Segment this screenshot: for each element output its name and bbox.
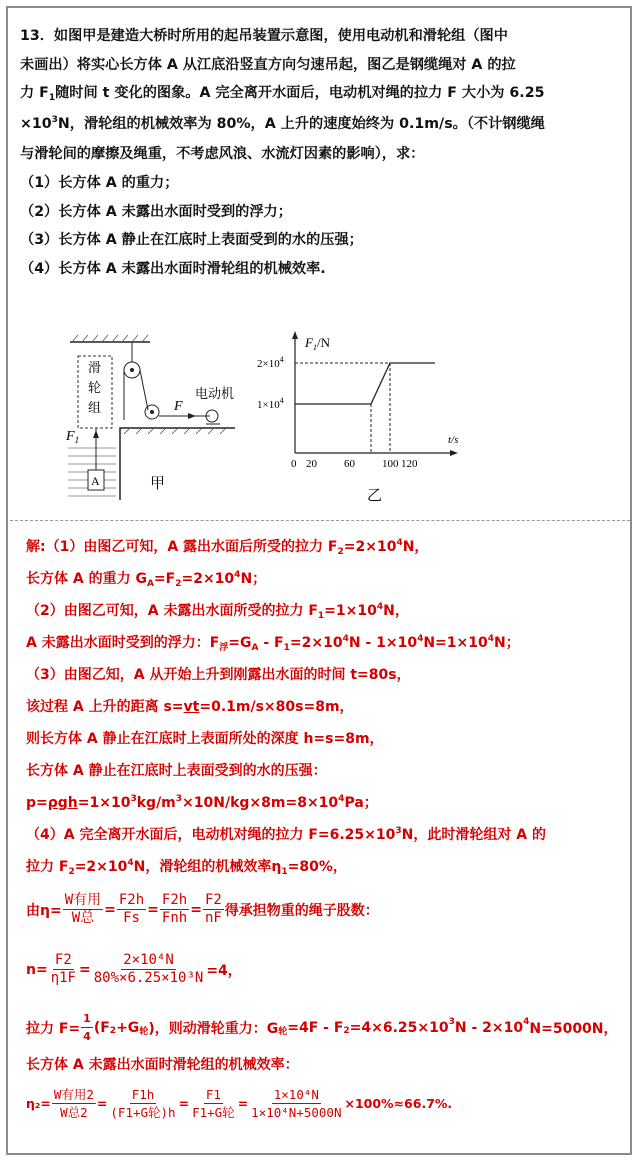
section-separator bbox=[10, 520, 630, 521]
y-axis-label: $F_1/N$ bbox=[305, 335, 330, 352]
question-line-4: $\times 10^3N$，滑轮组的机械效率为 80%，A 上升的速度始终为 0.1m/s。（不计钢缆绳 bbox=[20, 114, 545, 132]
motor-label: 电动机 bbox=[195, 386, 235, 401]
answer-line-6: 该过程 A 上升的距离 s=vt=0.1m/s×80s=8m， bbox=[26, 699, 354, 715]
block-A-label: A bbox=[91, 474, 100, 488]
question-item-4: （4）长方体 A 未露出水面时滑轮组的机械效率. bbox=[20, 260, 326, 277]
cliff-outline bbox=[120, 428, 235, 500]
x-tick-label: 20 bbox=[306, 458, 317, 470]
fraction-n-2: $\frac{\text{2×10⁴N}}{\text{80\%×6.25×10³N}}$ bbox=[93, 952, 204, 986]
answer-line-5: （3）由图乙知，A 从开始上升到刚露出水面的时间 t=80s， bbox=[26, 667, 411, 683]
cable-segment bbox=[140, 370, 148, 410]
fraction-eta2-4: $\frac{\text{1×10⁴N}}{\text{1×10⁴N+5000N}}$ bbox=[251, 1087, 342, 1120]
question-line-1: 13．如图甲是建造大桥时所用的起吊装置示意图，使用电动机和滑轮组（图中 bbox=[20, 28, 508, 44]
answer-line-2: 长方体 A 的重力 $G_A=F_2=2\times 10^4N$； bbox=[26, 570, 267, 589]
fraction-eta2-3: $\frac{F1}{\text{F1+G轮}}$ bbox=[192, 1087, 235, 1120]
fraction-efficiency: $\frac{\text{W有用}}{\text{W总}}$ bbox=[64, 892, 102, 926]
fraction-eta2-2: $\frac{F1h}{\text{(F1+G轮)h}}$ bbox=[110, 1087, 176, 1120]
fixed-pulley-axle bbox=[130, 368, 134, 372]
ceiling-hatch bbox=[72, 335, 148, 342]
figure-jia-caption: 甲 bbox=[150, 476, 166, 492]
y-tick-label: $2\times 10^4$ bbox=[257, 355, 284, 370]
answer-line-12: 由η= $\frac{\text{W有用}}{\text{W总}}$ = $\frac{F2h}{Fs}$ = $\frac{F2h}{\text{Fnh}}$ = $\frac{F2}{nF}$ 得承担物重的绳子股数： bbox=[26, 892, 379, 926]
guide-lines bbox=[295, 363, 390, 453]
guide-pulley-axle bbox=[150, 410, 154, 414]
question-line-2: 未画出）将实心长方体 A 从江底沿竖直方向匀速吊起，图乙是钢缆绳对 A 的拉 bbox=[20, 56, 516, 73]
figure-jia bbox=[60, 320, 260, 510]
answer-line-13: n= $\frac{F2}{\eta 1F}$ = $\frac{\text{2×10⁴N}}{\text{80\%×6.25×10³N}}$ =4， bbox=[26, 952, 242, 986]
figure-yi-chart bbox=[255, 325, 470, 510]
force-F1-arrow bbox=[93, 430, 99, 438]
answer-line-14: 拉力 F= $\frac{1}{4}$ (F 2 +G 轮 )，则动滑轮重力：G 轮 =4F - F 2 =4×6.25×10 3 N - 2×10 4 N=5000N， bbox=[26, 1012, 618, 1043]
answer-line-15: 长方体 A 未露出水面时滑轮组的机械效率： bbox=[26, 1057, 299, 1073]
fraction-eta2-1: $\frac{\text{W有用2}}{\text{W总2}}$ bbox=[53, 1087, 94, 1120]
x-tick-label: 100 bbox=[382, 458, 399, 470]
x-tick-labels bbox=[306, 458, 418, 470]
question-block bbox=[20, 22, 616, 283]
pulley-label-2: 轮 bbox=[88, 380, 102, 395]
answer-line-7: 则长方体 A 静止在江底时上表面所处的深度 h=s=8m， bbox=[26, 731, 384, 747]
answer-line-11: 拉力 $F_2=2\times 10^4N$，滑轮组的机械效率$\eta_1=80\%$， bbox=[26, 858, 347, 877]
y-tick-labels bbox=[257, 355, 284, 411]
x-axis-label: t/s bbox=[448, 434, 459, 446]
fraction-quarter: $\frac{1}{4}$ bbox=[83, 1012, 91, 1043]
question-line-3: 力 $F_1$随时间 t 变化的图象。A 完全离开水面后，电动机对绳的拉力 F 大小为 6.25 bbox=[20, 85, 545, 104]
force-time-line bbox=[295, 363, 435, 404]
question-item-1: （1）长方体 A 的重力； bbox=[20, 174, 179, 191]
answer-line-10: （4）A 完全离开水面后，电动机对绳的拉力 $F=6.25\times 10^3N$，此时滑轮组对 A 的 bbox=[26, 826, 546, 843]
answer-line-3: （2）由图乙可知，A 未露出水面所受的拉力 $F_1=1\times 10^4N$， bbox=[26, 602, 409, 621]
question-item-2: （2）长方体 A 未露出水面时受到的浮力； bbox=[20, 203, 292, 220]
fraction-F2-nF: $\frac{F2}{nF}$ bbox=[204, 892, 222, 926]
question-item-3: （3）长方体 A 静止在江底时上表面受到的水的压强； bbox=[20, 232, 363, 249]
answer-block bbox=[26, 530, 624, 1140]
ground-hatch bbox=[124, 428, 226, 434]
answer-line-1: 解:（1）由图乙可知，A 露出水面后所受的拉力 $F_2=2\times 10^4N$， bbox=[26, 538, 429, 557]
fraction-n-1: $\frac{F2}{\eta 1F}$ bbox=[50, 952, 76, 986]
pulley-label-1: 滑 bbox=[88, 360, 102, 375]
series-line bbox=[295, 363, 435, 404]
pulley-label-3: 组 bbox=[88, 400, 102, 415]
y-tick-label: $1\times 10^4$ bbox=[257, 396, 284, 411]
force-F1-label: $F_1$ bbox=[66, 429, 80, 445]
x-axis-arrow bbox=[450, 450, 458, 456]
force-F-arrow bbox=[188, 413, 196, 419]
answer-line-4: A 未露出水面时受到的浮力：$F_浮=G_A - F_1=2\times 10^4N - 1\times 10^4N=1\times 10^4N$； bbox=[26, 634, 520, 653]
y-axis-arrow bbox=[292, 331, 298, 339]
figure-yi-caption: 乙 bbox=[367, 488, 383, 504]
answer-line-9: $p=\rho gh=1\times 10^3kg/m^3\times 10N/kg\times 8m=8\times 10^4Pa$； bbox=[26, 794, 378, 811]
answer-line-16: η₂= $\frac{\text{W有用2}}{\text{W总2}}$ = $\frac{F1h}{\text{(F1+G轮)h}}$ = $\frac{F1}{\text{F1+G轮}}$ = $\frac{\text{1×10⁴N}}{\text{1×10⁴N+5000N}}$ ×100%≈66.7%. bbox=[26, 1087, 453, 1120]
origin-label: 0 bbox=[291, 458, 297, 470]
question-line-5: 与滑轮间的摩擦及绳重，不考虑风浪、水流灯因素的影响），求： bbox=[20, 146, 425, 163]
x-tick-label: 120 bbox=[401, 458, 418, 470]
answer-line-8: 长方体 A 静止在江底时上表面受到的水的压强： bbox=[26, 763, 327, 779]
fraction-F2h-Fnh: $\frac{F2h}{\text{Fnh}}$ bbox=[161, 892, 188, 926]
fraction-F2h-Fs: $\frac{F2h}{Fs}$ bbox=[118, 892, 145, 926]
x-tick-label: 60 bbox=[344, 458, 355, 470]
force-F-label: F bbox=[174, 399, 183, 414]
